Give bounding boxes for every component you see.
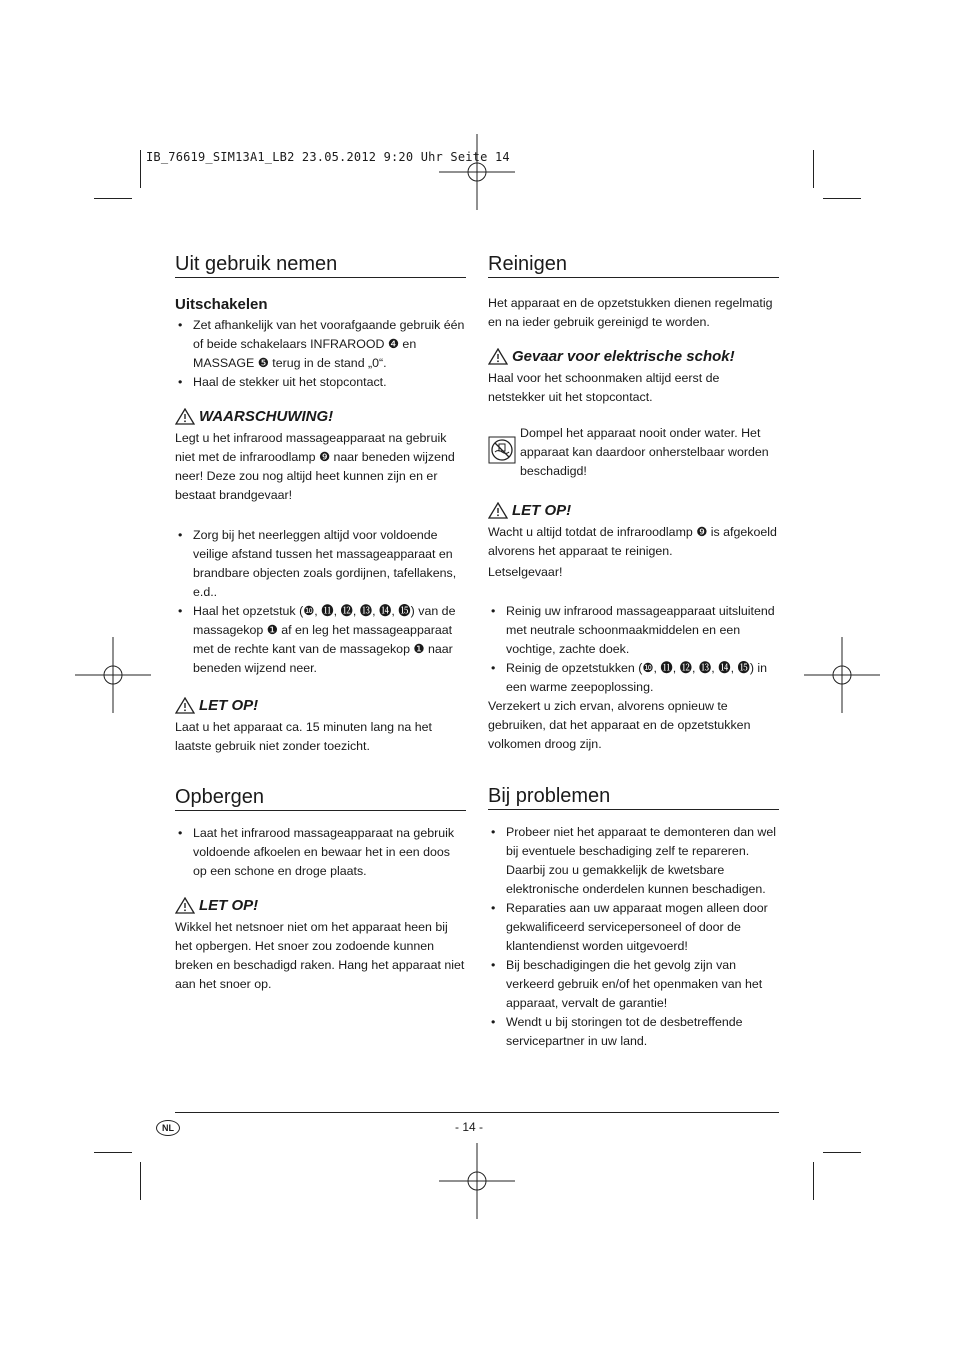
list-item: • Probeer niet het apparaat te demonteren dan wel bij eventuele beschadiging zelf te repareren. Daarbij zou u gemakkelijk de kwetsbare elektronische onderdelen kunnen beschadigen. [488, 823, 779, 899]
print-imprint: IB_76619_SIM13A1_LB2 23.05.2012 9:20 Uhr Seite 14 [146, 150, 510, 164]
crop-mark [813, 150, 814, 188]
section-title: Opbergen [175, 788, 466, 811]
crop-mark [823, 1152, 861, 1153]
list-item: • Zet afhankelijk van het voorafgaande gebruik één of beide schakelaars INFRAROOD ❹ en MASSAGE ❺ terug in de stand „0“. [175, 316, 466, 373]
section-title: Bij problemen [488, 787, 779, 810]
caution-text: Wikkel het netsnoer niet om het apparaat heen bij het opbergen. Het snoer zou zodoende kunnen breken en beschadigd raken. Hang het apparaat niet aan het snoer op. [175, 920, 465, 991]
crop-mark [94, 198, 132, 199]
warning-text: Legt u het infrarood massageapparaat na gebruik niet met de infraroodlamp ❾ naar beneden wijzend neer! Deze zou nog altijd heet kunnen zijn en er bestaat brandgevaar! [175, 431, 455, 502]
caution-title: LET OP! [512, 502, 572, 519]
warning-title: WAARSCHUWING! [199, 408, 334, 425]
subsection-title: Uitschakelen [175, 296, 268, 313]
list-item: • Zorg bij het neerleggen altijd voor voldoende veilige afstand tussen het massageapparaat en brandbare objecten zoals gordijnen, tafellakens, e.d.. [175, 526, 466, 602]
warning-heading [175, 407, 466, 426]
caution-text-2: Letselgevaar! [488, 565, 563, 579]
registration-mark [439, 1143, 515, 1219]
warning-triangle-icon [488, 348, 508, 365]
switch-off-list [175, 316, 466, 392]
registration-mark [439, 134, 515, 210]
section-title: Reinigen [488, 255, 779, 278]
no-immersion-icon [488, 436, 516, 464]
caution-title: LET OP! [199, 697, 259, 714]
list-item: • Reparaties aan uw apparaat mogen alleen door gekwalificeerd servicepersoneel of door de klantendienst worden uitgevoerd! [488, 899, 779, 956]
crop-mark [94, 1152, 132, 1153]
shock-title: Gevaar voor elektrische schok! [512, 348, 735, 365]
warning-triangle-icon [175, 697, 195, 714]
water-warning-text: Dompel het apparaat nooit onder water. Het apparaat kan daardoor onherstelbaar worden beschadigd! [520, 426, 769, 478]
problems-list [488, 823, 779, 1051]
warning-triangle-icon [488, 502, 508, 519]
intro-text: Het apparaat en de opzetstukken dienen regelmatig en na ieder gebruik gereinigd te worden. [488, 296, 773, 329]
footer-rule [175, 1112, 779, 1113]
storage-list [175, 824, 466, 881]
crop-mark [813, 1162, 814, 1200]
caution-heading [488, 501, 779, 520]
crop-mark [140, 150, 141, 188]
list-item: • Haal het opzetstuk (❿, ⓫, ⓬, ⓭, ⓮, ⓯) van de massagekop ❶ af en leg het massageapparaat met de rechte kant van de massagekop ❶ naar beneden wijzend neer. [175, 602, 466, 678]
list-item: • Wendt u bij storingen tot de desbetreffende servicepartner in uw land. [488, 1013, 779, 1051]
warning-triangle-icon [175, 897, 195, 914]
cleaning-note: Verzekert u zich ervan, alvorens opnieuw te gebruiken, dat het apparaat en de opzetstukken volkomen droog zijn. [488, 699, 751, 751]
shock-heading [488, 347, 779, 366]
registration-mark [75, 637, 151, 713]
right-column [488, 255, 779, 1051]
list-item: • Bij beschadigingen die het gevolg zijn van verkeerd gebruik en/of het openmaken van het apparaat, vervalt de garantie! [488, 956, 779, 1013]
list-item: • Reinig uw infrarood massageapparaat uitsluitend met neutrale schoonmaakmiddelen en een vochtige, zachte doek. [488, 602, 779, 659]
list-item: • Haal de stekker uit het stopcontact. [175, 373, 466, 392]
warning-list [175, 526, 466, 678]
list-item: • Laat het infrarood massageapparaat na gebruik voldoende afkoelen en bewaar het in een doos op een schone en droge plaats. [175, 824, 466, 881]
shock-text: Haal voor het schoonmaken altijd eerst de netstekker uit het stopcontact. [488, 371, 720, 404]
left-column [175, 255, 466, 994]
cleaning-list [488, 602, 779, 697]
section-title: Uit gebruik nemen [175, 255, 466, 278]
caution-text: Wacht u altijd totdat de infraroodlamp ❾ is afgekoeld alvorens het apparaat te reinigen. [488, 525, 777, 558]
caution-title: LET OP! [199, 897, 259, 914]
caution-heading [175, 896, 466, 915]
caution-heading [175, 696, 466, 715]
caution-text: Laat u het apparaat ca. 15 minuten lang na het laatste gebruik niet zonder toezicht. [175, 720, 432, 753]
warning-triangle-icon [175, 408, 195, 425]
crop-mark [140, 1162, 141, 1200]
page-number: - 14 - [455, 1120, 484, 1134]
crop-mark [823, 198, 861, 199]
language-badge: NL [156, 1120, 180, 1136]
list-item: • Reinig de opzetstukken (❿, ⓫, ⓬, ⓭, ⓮, ⓯) in een warme zeepoplossing. [488, 659, 779, 697]
registration-mark [804, 637, 880, 713]
